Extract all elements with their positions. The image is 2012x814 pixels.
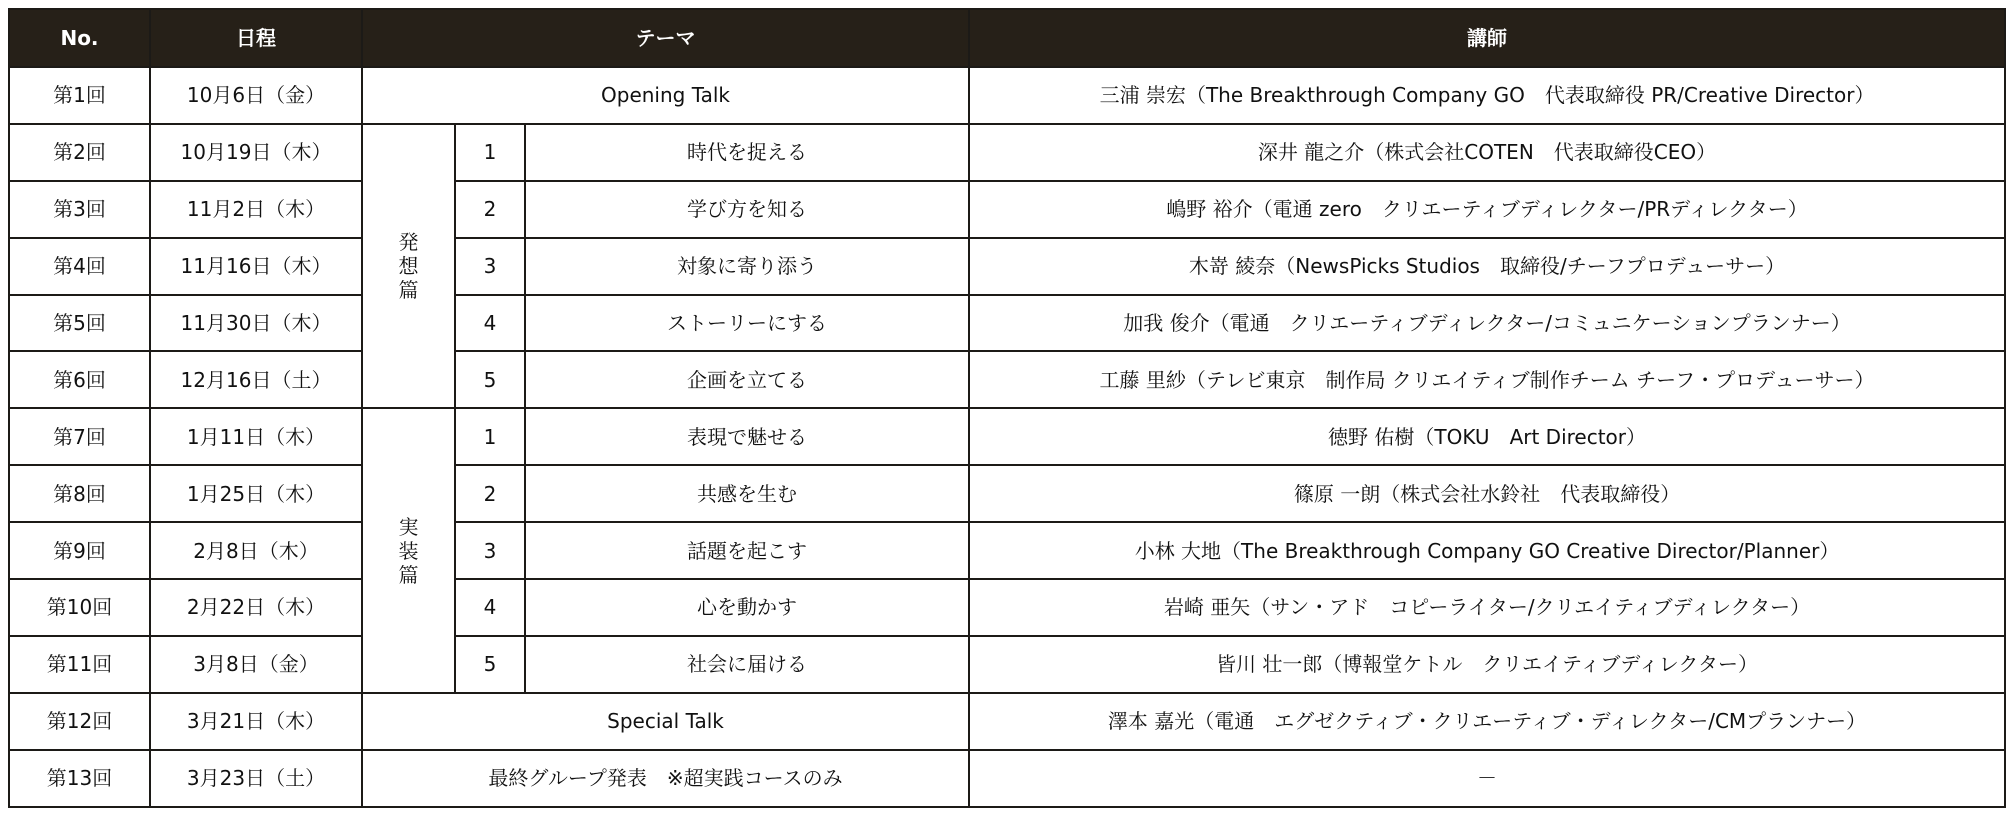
section-number: 1 [455,408,525,465]
section-label-jisso [362,408,455,692]
section-number: 3 [455,522,525,579]
session-lecturer: 嶋野 裕介（電通 zero クリエーティブディレクター/PRディレクター） [969,181,2005,238]
header-date: 日程 [150,9,362,67]
section-label-hasso [362,124,455,408]
session-date: 11月2日（木） [150,181,362,238]
session-date: 3月21日（木） [150,693,362,750]
section-number: 3 [455,238,525,295]
session-theme: Opening Talk [362,67,969,124]
section-char: 装 [398,538,419,563]
session-date: 3月23日（土） [150,750,362,807]
session-lecturer: 三浦 崇宏（The Breakthrough Company GO 代表取締役 PR/Creative Director） [969,67,2005,124]
section-number: 4 [455,579,525,636]
table-row [9,124,2005,181]
header-row [9,9,2005,67]
session-theme: 社会に届ける [525,636,969,693]
session-no: 第11回 [9,636,150,693]
session-theme: ストーリーにする [525,295,969,352]
header-no: No. [9,9,150,67]
session-theme: 心を動かす [525,579,969,636]
section-char: 実 [398,514,419,539]
table-row [9,238,2005,295]
session-no: 第8回 [9,465,150,522]
session-no: 第3回 [9,181,150,238]
session-theme: 共感を生む [525,465,969,522]
session-lecturer: 木嵜 綾奈（NewsPicks Studios 取締役/チーフプロデューサー） [969,238,2005,295]
session-date: 2月8日（木） [150,522,362,579]
header-lecturer: 講師 [969,9,2005,67]
session-theme: 対象に寄り添う [525,238,969,295]
session-no: 第5回 [9,295,150,352]
session-theme: Special Talk [362,693,969,750]
session-lecturer: 徳野 佑樹（TOKU Art Director） [969,408,2005,465]
session-lecturer: 加我 俊介（電通 クリエーティブディレクター/コミュニケーションプランナー） [969,295,2005,352]
session-theme: 企画を立てる [525,351,969,408]
section-char: 篇 [398,562,419,587]
session-date: 1月25日（木） [150,465,362,522]
section-number: 5 [455,351,525,408]
section-number: 4 [455,295,525,352]
session-no: 第2回 [9,124,150,181]
table-row [9,522,2005,579]
session-no: 第6回 [9,351,150,408]
session-no: 第1回 [9,67,150,124]
session-lecturer: 篠原 一朗（株式会社水鈴社 代表取締役） [969,465,2005,522]
section-number: 2 [455,465,525,522]
table-row [9,465,2005,522]
session-date: 11月30日（木） [150,295,362,352]
session-date: 10月6日（金） [150,67,362,124]
course-schedule-table [8,8,2006,808]
section-number: 5 [455,636,525,693]
section-char: 想 [398,254,419,279]
session-date: 12月16日（土） [150,351,362,408]
session-date: 11月16日（木） [150,238,362,295]
section-number: 1 [455,124,525,181]
table-row [9,67,2005,124]
section-number: 2 [455,181,525,238]
session-lecturer: 澤本 嘉光（電通 エグゼクティブ・クリエーティブ・ディレクター/CMプランナー） [969,693,2005,750]
session-theme: 学び方を知る [525,181,969,238]
section-char: 発 [398,230,419,255]
session-date: 1月11日（木） [150,408,362,465]
table-row [9,750,2005,807]
session-date: 3月8日（金） [150,636,362,693]
session-no: 第7回 [9,408,150,465]
session-no: 第4回 [9,238,150,295]
table-row [9,351,2005,408]
session-lecturer: 深井 龍之介（株式会社COTEN 代表取締役CEO） [969,124,2005,181]
session-no: 第10回 [9,579,150,636]
table-row [9,295,2005,352]
table-row [9,693,2005,750]
table-row [9,408,2005,465]
table-row [9,636,2005,693]
table-row [9,579,2005,636]
session-no: 第13回 [9,750,150,807]
session-date: 10月19日（木） [150,124,362,181]
section-char: 篇 [398,278,419,303]
session-theme: 表現で魅せる [525,408,969,465]
session-theme: 話題を起こす [525,522,969,579]
session-date: 2月22日（木） [150,579,362,636]
session-lecturer: － [969,750,2005,807]
session-lecturer: 岩崎 亜矢（サン・アド コピーライター/クリエイティブディレクター） [969,579,2005,636]
session-lecturer: 皆川 壮一郎（博報堂ケトル クリエイティブディレクター） [969,636,2005,693]
session-no: 第9回 [9,522,150,579]
session-no: 第12回 [9,693,150,750]
session-theme: 最終グループ発表 ※超実践コースのみ [362,750,969,807]
header-theme: テーマ [362,9,969,67]
session-lecturer: 工藤 里紗（テレビ東京 制作局 クリエイティブ制作チーム チーフ・プロデューサー） [969,351,2005,408]
table-row [9,181,2005,238]
session-lecturer: 小林 大地（The Breakthrough Company GO Creative Director/Planner） [969,522,2005,579]
session-theme: 時代を捉える [525,124,969,181]
